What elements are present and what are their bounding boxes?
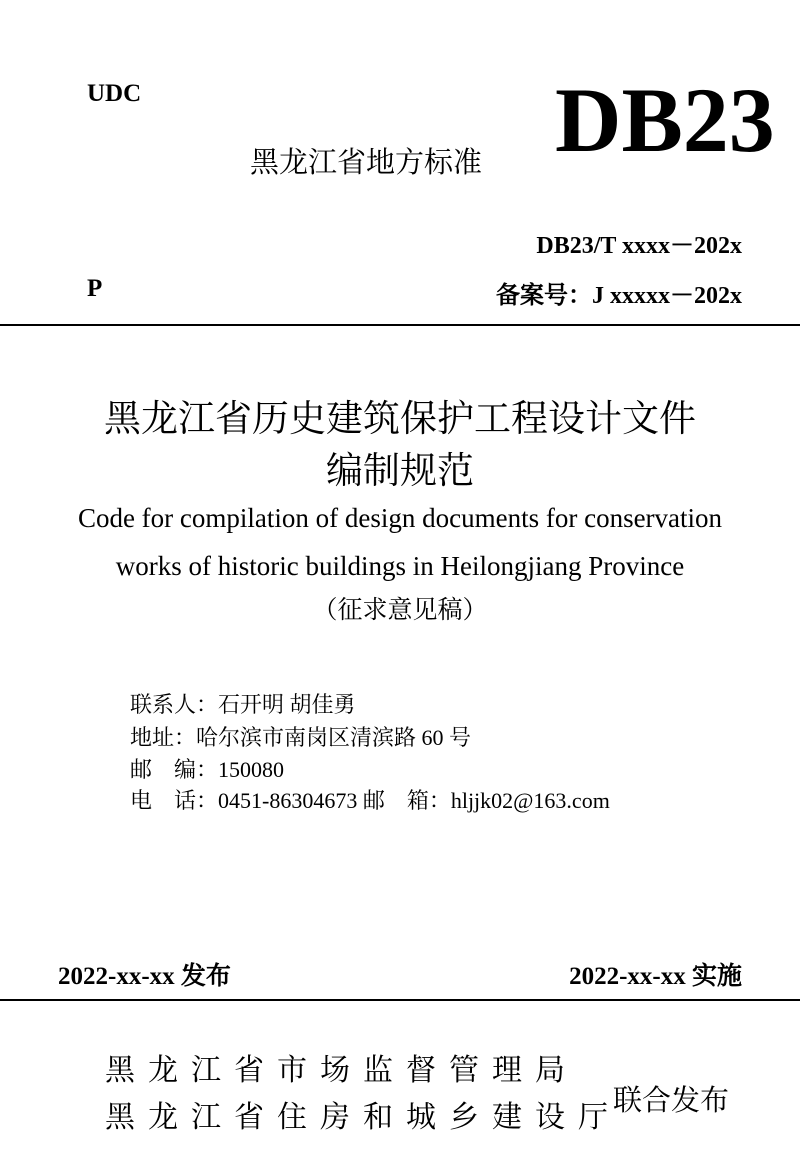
contact-address: 地址：哈尔滨市南岗区清滨路 60 号 xyxy=(130,725,472,750)
title-en-line2: works of historic buildings in Heilongjiang Province xyxy=(115,551,685,581)
contact-postcode: 邮 编：150080 xyxy=(130,757,285,782)
publish-date: 2022-xx-xx 发布 xyxy=(58,963,231,990)
top-divider xyxy=(0,324,800,326)
bottom-divider xyxy=(0,999,800,1001)
title-en-line1: Code for compilation of design documents for conservation xyxy=(77,503,723,533)
contact-people: 联系人：石开明 胡佳勇 xyxy=(130,692,356,717)
title-zh-line2: 编制规范 xyxy=(326,451,474,492)
issuer-market-regulation: 黑龙江省市场监督管理局 xyxy=(105,1053,578,1088)
title-zh-line1: 黑龙江省历史建筑保护工程设计文件 xyxy=(104,399,696,440)
db-code: DB23 xyxy=(555,69,775,171)
classification: P xyxy=(87,275,103,302)
standard-number: DB23/T xxxx－202x xyxy=(536,233,742,259)
draft-note: （征求意见稿） xyxy=(312,597,488,624)
udc-label: UDC xyxy=(87,80,142,107)
implement-date: 2022-xx-xx 实施 xyxy=(569,963,742,990)
standard-type: 黑龙江省地方标准 xyxy=(250,145,483,179)
record-number: 备案号：J xxxxx－202x xyxy=(496,283,742,309)
issuer-housing-construction: 黑龙江省住房和城乡建设厅 xyxy=(105,1100,621,1135)
joint-issue-label: 联合发布 xyxy=(613,1083,730,1117)
contact-phone-email: 电 话：0451-86304673 邮 箱：hljjk02@163.com xyxy=(130,788,610,813)
